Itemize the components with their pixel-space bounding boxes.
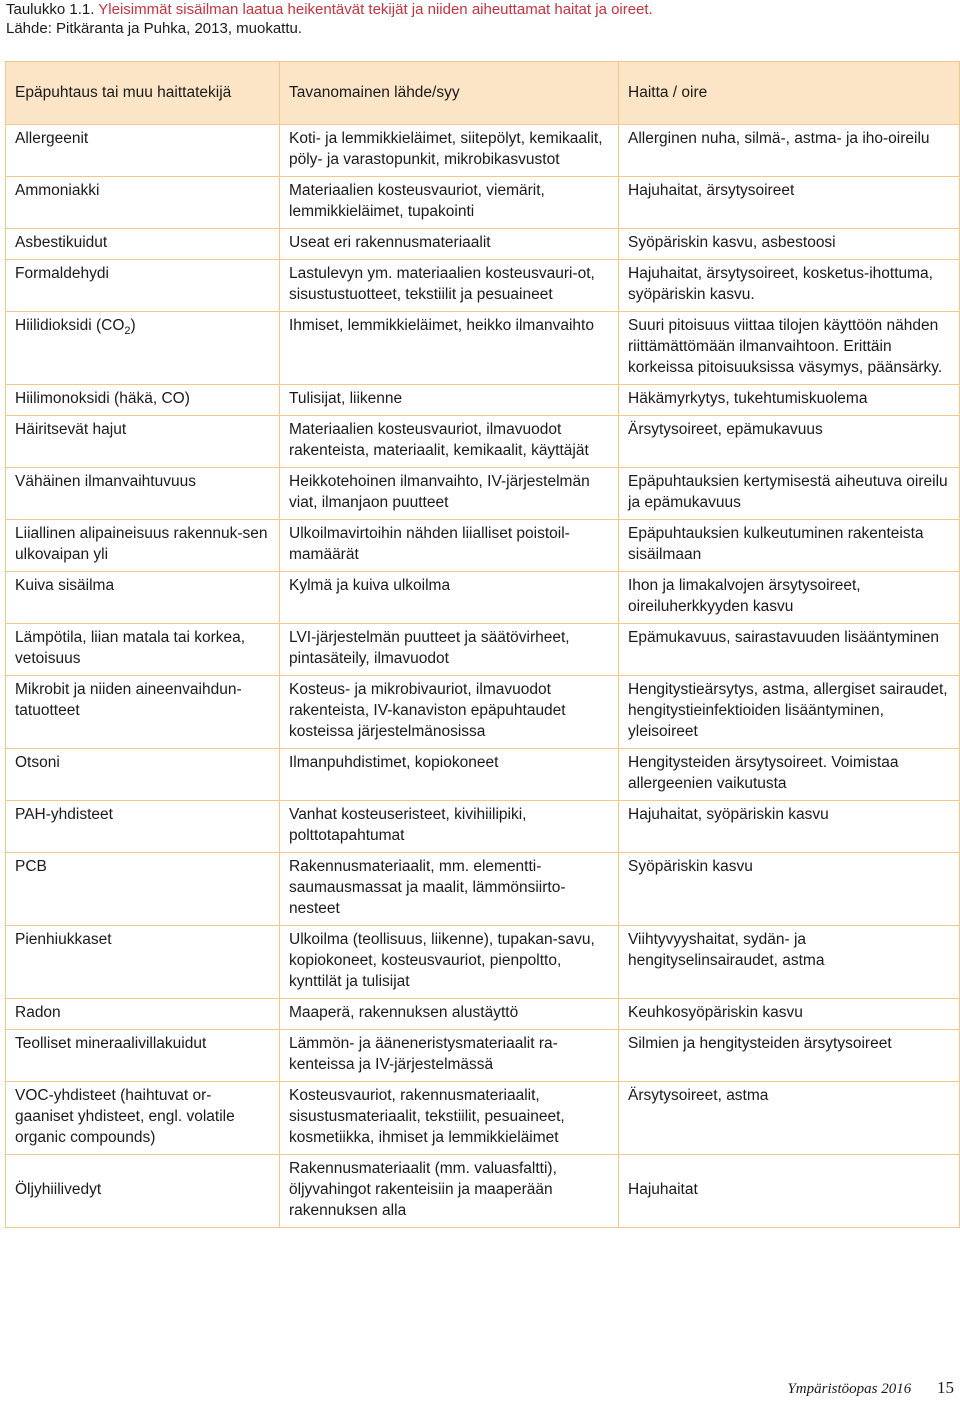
table-header-row	[6, 62, 960, 125]
factor-cell: Allergeenit	[6, 125, 280, 177]
page-number: 15	[937, 1378, 954, 1397]
factor-cell: PAH-yhdisteet	[6, 801, 280, 853]
table-caption	[6, 0, 946, 38]
harm-cell: Allerginen nuha, silmä-, astma- ja iho-oireilu	[619, 125, 960, 177]
table-row	[6, 177, 960, 229]
table-row	[6, 1030, 960, 1082]
factor-cell: PCB	[6, 853, 280, 926]
table-row	[6, 229, 960, 260]
harm-cell: Viihtyvyyshaitat, sydän- ja hengityselinsairaudet, astma	[619, 926, 960, 999]
factor-cell: Öljyhiilivedyt	[6, 1155, 280, 1228]
table-row	[6, 125, 960, 177]
table-row	[6, 385, 960, 416]
source-cell: Ulkoilmavirtoihin nähden liialliset poistoil-mamäärät	[280, 520, 619, 572]
source-cell: Vanhat kosteuseristeet, kivihiilipiki, polttotapahtumat	[280, 801, 619, 853]
table-row	[6, 572, 960, 624]
header-source: Tavanomainen lähde/syy	[280, 62, 619, 125]
factor-text: Hiilidioksidi (CO	[15, 317, 125, 334]
source-cell: Lastulevyn ym. materiaalien kosteusvauri-ot, sisustustuotteet, tekstiilit ja pesuaineet	[280, 260, 619, 312]
harm-cell: Ärsytysoireet, astma	[619, 1082, 960, 1155]
source-cell: Materiaalien kosteusvauriot, ilmavuodot rakenteista, materiaalit, kemikaalit, käyttäjät	[280, 416, 619, 468]
source-cell: Maaperä, rakennuksen alustäyttö	[280, 999, 619, 1030]
factor-cell: Formaldehydi	[6, 260, 280, 312]
factor-cell: Teolliset mineraalivillakuidut	[6, 1030, 280, 1082]
caption-line-1	[6, 0, 946, 19]
source-cell: Heikkotehoinen ilmanvaihto, IV-järjestelmän viat, ilmanjaon puutteet	[280, 468, 619, 520]
factor-text-end: )	[130, 317, 136, 334]
harm-cell: Ihon ja limakalvojen ärsytysoireet, oireiluherkkyyden kasvu	[619, 572, 960, 624]
page-footer	[787, 1378, 954, 1398]
harm-cell: Häkämyrkytys, tukehtumiskuolema	[619, 385, 960, 416]
source-cell: Useat eri rakennusmateriaalit	[280, 229, 619, 260]
source-cell: Rakennusmateriaalit (mm. valuasfaltti), öljyvahingot rakenteisiin ja maaperään rakennuksen alla	[280, 1155, 619, 1228]
harm-cell: Keuhkosyöpäriskin kasvu	[619, 999, 960, 1030]
factor-cell: Radon	[6, 999, 280, 1030]
harm-cell: Epäpuhtauksien kulkeutuminen rakenteista sisäilmaan	[619, 520, 960, 572]
source-cell: Ulkoilma (teollisuus, liikenne), tupakan-savu, kopiokoneet, kosteusvauriot, pienpoltto, kynttilät ja tulisijat	[280, 926, 619, 999]
source-cell: Kylmä ja kuiva ulkoilma	[280, 572, 619, 624]
source-cell: Kosteus- ja mikrobivauriot, ilmavuodot rakenteista, IV-kanaviston epäpuhtaudet kosteissa järjestelmänosissa	[280, 676, 619, 749]
table-row	[6, 749, 960, 801]
header-factor: Epäpuhtaus tai muu haittatekijä	[6, 62, 280, 125]
factor-cell: Kuiva sisäilma	[6, 572, 280, 624]
harm-cell: Suuri pitoisuus viittaa tilojen käyttöön nähden riittämättömään ilmanvaihtoon. Erittäin korkeissa pitoisuuksissa väsymys, päänsärky.	[619, 312, 960, 385]
source-cell: Ihmiset, lemmikkieläimet, heikko ilmanvaihto	[280, 312, 619, 385]
table-row	[6, 416, 960, 468]
table-row	[6, 999, 960, 1030]
table-row	[6, 926, 960, 999]
table-row	[6, 1082, 960, 1155]
source-cell: LVI-järjestelmän puutteet ja säätövirheet, pintasäteily, ilmavuodot	[280, 624, 619, 676]
table-row	[6, 312, 960, 385]
harm-cell: Hajuhaitat, ärsytysoireet, kosketus-ihottuma, syöpäriskin kasvu.	[619, 260, 960, 312]
table-title: Yleisimmät sisäilman laatua heikentävät tekijät ja niiden aiheuttamat haitat ja oireet.	[98, 1, 653, 18]
harm-cell: Hajuhaitat, syöpäriskin kasvu	[619, 801, 960, 853]
factor-subscript: 2	[124, 325, 131, 337]
table-row	[6, 801, 960, 853]
harm-cell: Epäpuhtauksien kertymisestä aiheutuva oireilu ja epämukavuus	[619, 468, 960, 520]
table-number: Taulukko 1.1.	[6, 1, 95, 18]
source-cell: Koti- ja lemmikkieläimet, siitepölyt, kemikaalit, pöly- ja varastopunkit, mikrobikasvustot	[280, 125, 619, 177]
source-cell: Rakennusmateriaalit, mm. elementti-saumausmassat ja maalit, lämmönsiirto-nesteet	[280, 853, 619, 926]
source-cell: Materiaalien kosteusvauriot, viemärit, lemmikkieläimet, tupakointi	[280, 177, 619, 229]
publication-name: Ympäristöopas 2016	[787, 1381, 912, 1397]
table-row	[6, 260, 960, 312]
factor-cell: Ammoniakki	[6, 177, 280, 229]
harm-cell: Syöpäriskin kasvu, asbestoosi	[619, 229, 960, 260]
harm-cell: Hengitysteiden ärsytysoireet. Voimistaa allergeenien vaikutusta	[619, 749, 960, 801]
table-row	[6, 1155, 960, 1228]
source-cell: Tulisijat, liikenne	[280, 385, 619, 416]
factor-cell: Mikrobit ja niiden aineenvaihdun-tatuotteet	[6, 676, 280, 749]
source-cell: Ilmanpuhdistimet, kopiokoneet	[280, 749, 619, 801]
source-cell: Lämmön- ja ääneneristysmateriaalit ra-kenteissa ja IV-järjestelmässä	[280, 1030, 619, 1082]
factor-cell: Lämpötila, liian matala tai korkea, vetoisuus	[6, 624, 280, 676]
harm-cell: Hajuhaitat	[619, 1155, 960, 1228]
factor-cell: Vähäinen ilmanvaihtuvuus	[6, 468, 280, 520]
table-row	[6, 468, 960, 520]
table-source: Lähde: Pitkäranta ja Puhka, 2013, muokattu.	[6, 20, 303, 37]
header-harm: Haitta / oire	[619, 62, 960, 125]
source-cell: Kosteusvauriot, rakennusmateriaalit, sisustusmateriaalit, tekstiilit, pesuaineet, kosmetiikka, ihmiset ja lemmikkieläimet	[280, 1082, 619, 1155]
indoor-air-factors-table	[5, 61, 960, 1228]
harm-cell: Hajuhaitat, ärsytysoireet	[619, 177, 960, 229]
table-row	[6, 520, 960, 572]
harm-cell: Hengitystieärsytys, astma, allergiset sairaudet, hengitystieinfektioiden lisääntyminen, yleisoireet	[619, 676, 960, 749]
harm-cell: Epämukavuus, sairastavuuden lisääntyminen	[619, 624, 960, 676]
harm-cell: Silmien ja hengitysteiden ärsytysoireet	[619, 1030, 960, 1082]
factor-cell: Otsoni	[6, 749, 280, 801]
factor-cell: Häiritsevät hajut	[6, 416, 280, 468]
factor-cell: Liiallinen alipaineisuus rakennuk-sen ulkovaipan yli	[6, 520, 280, 572]
table-row	[6, 676, 960, 749]
factor-cell: Pienhiukkaset	[6, 926, 280, 999]
table-row	[6, 853, 960, 926]
table-row	[6, 624, 960, 676]
harm-cell: Ärsytysoireet, epämukavuus	[619, 416, 960, 468]
factor-cell	[6, 312, 280, 385]
harm-cell: Syöpäriskin kasvu	[619, 853, 960, 926]
factor-cell: Hiilimonoksidi (häkä, CO)	[6, 385, 280, 416]
factor-cell: Asbestikuidut	[6, 229, 280, 260]
factor-cell: VOC-yhdisteet (haihtuvat or-gaaniset yhdisteet, engl. volatile organic compounds)	[6, 1082, 280, 1155]
